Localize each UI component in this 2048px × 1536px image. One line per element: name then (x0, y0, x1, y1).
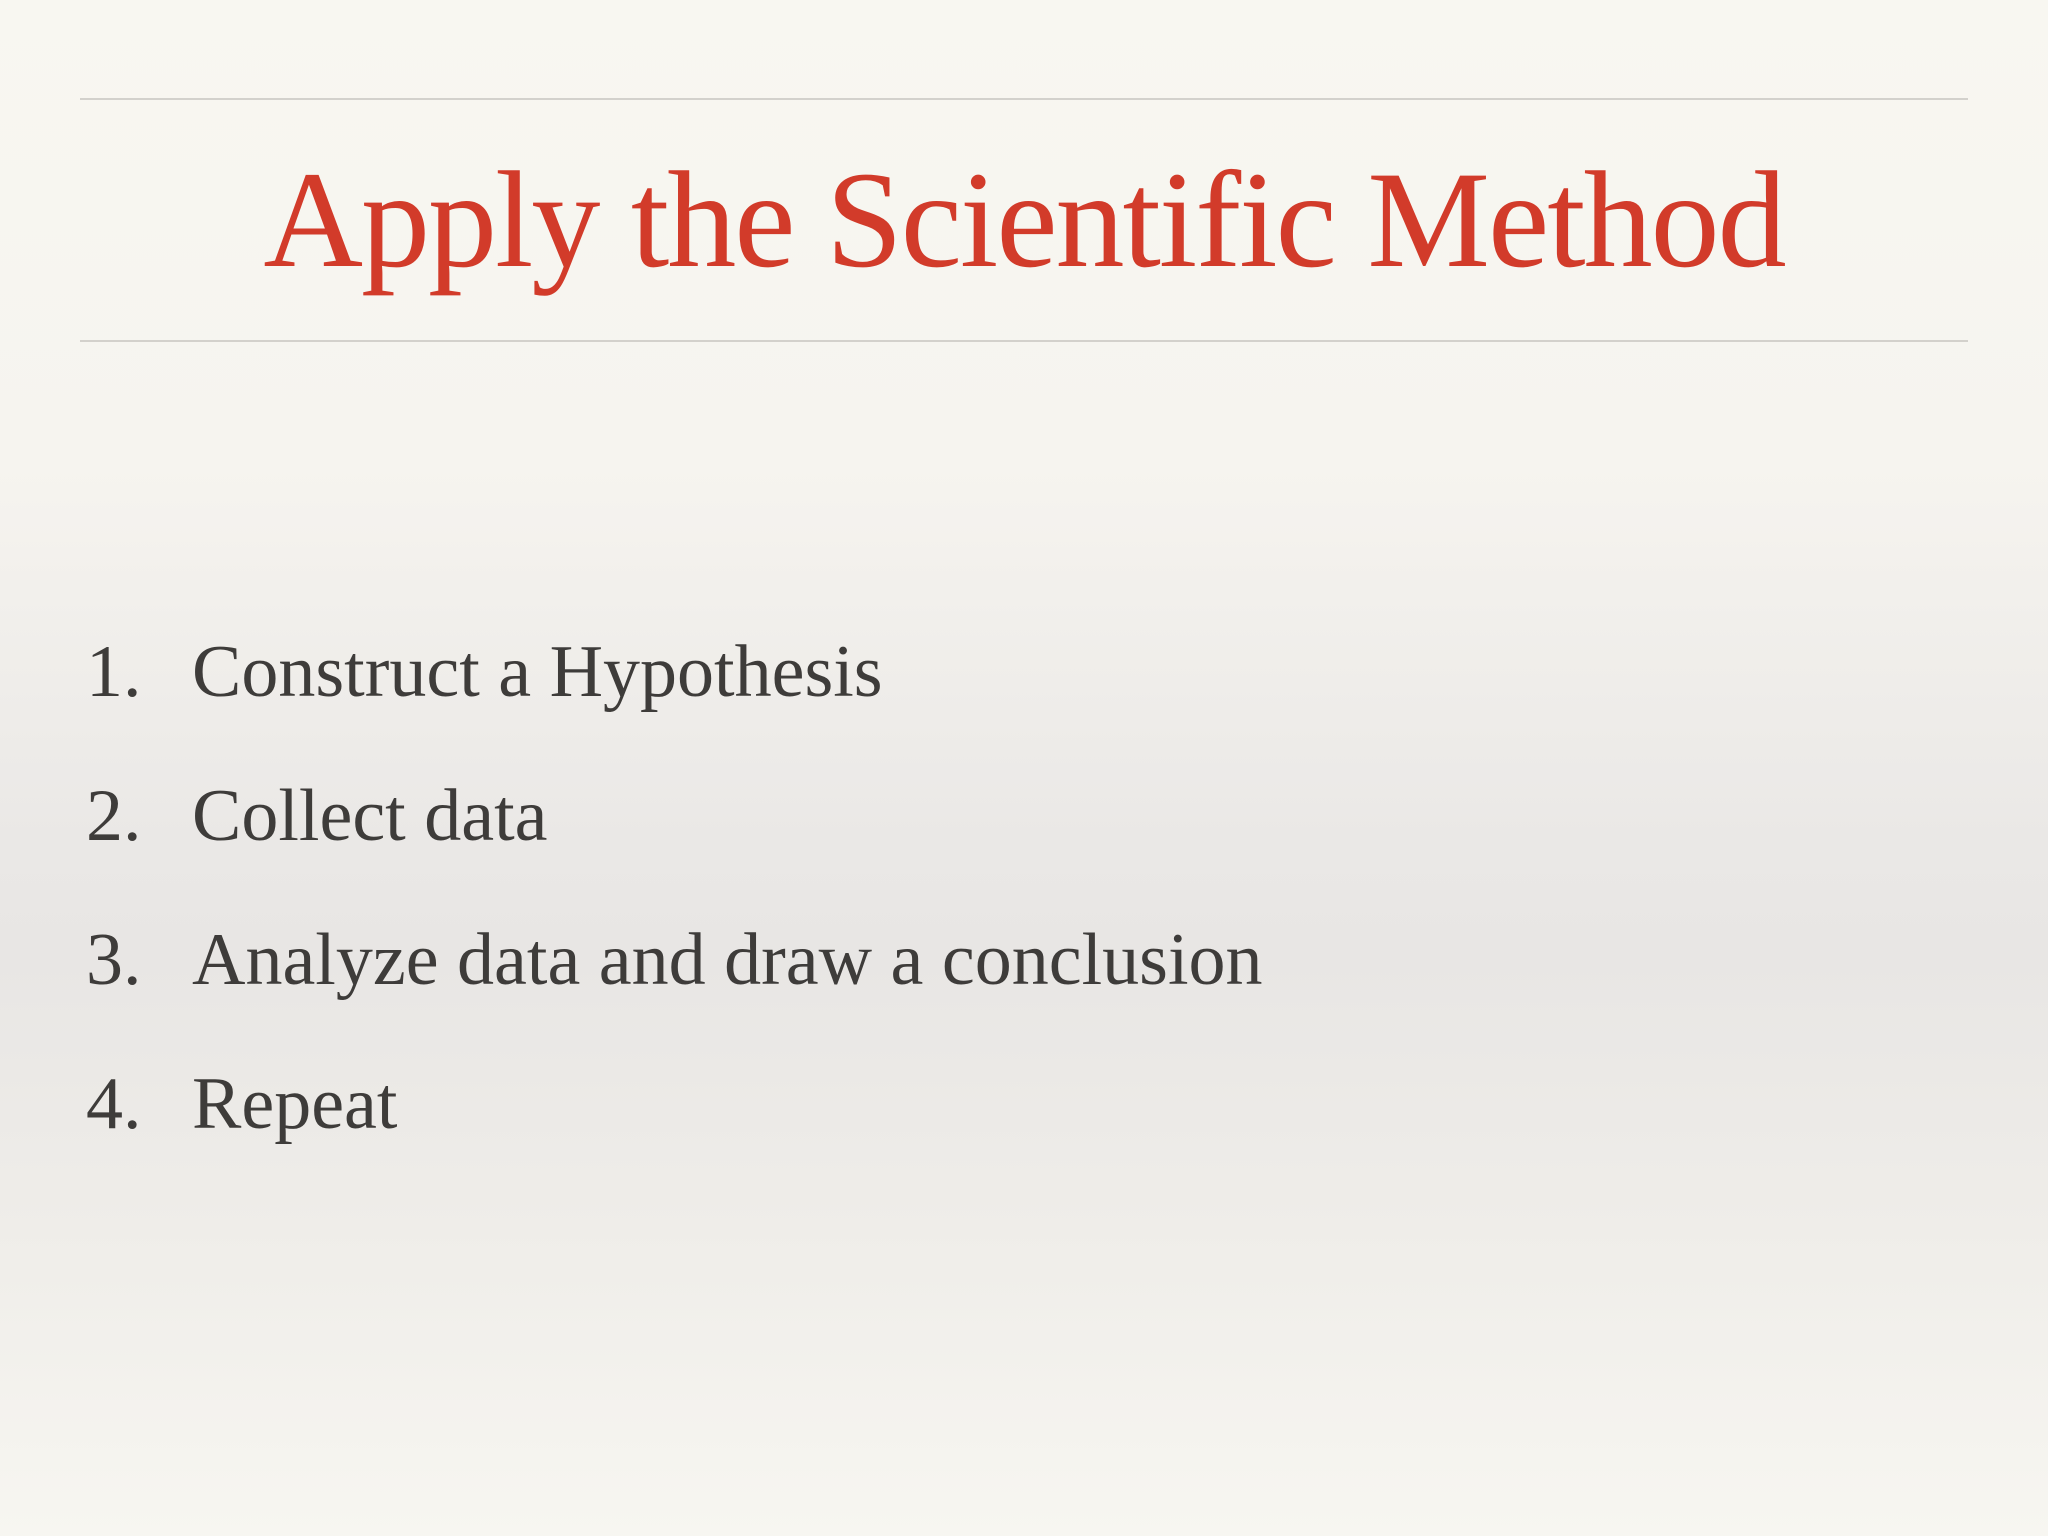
list-item-text: Construct a Hypothesis (192, 631, 883, 713)
slide-title: Apply the Scientific Method (263, 143, 1785, 296)
list-item-text: Analyze data and draw a conclusion (192, 919, 1263, 1001)
list-item-number: 3. (86, 919, 142, 1001)
steps-list (86, 630, 1263, 1206)
list-item (86, 774, 1263, 918)
list-item (86, 630, 1263, 774)
title-bottom-rule (80, 340, 1968, 342)
list-item-number: 4. (86, 1063, 142, 1145)
list-item-number: 2. (86, 775, 142, 857)
list-item-text: Repeat (192, 1063, 398, 1145)
list-item-number: 1. (86, 631, 142, 713)
list-item-text: Collect data (192, 775, 548, 857)
title-top-rule (80, 98, 1968, 100)
list-item (86, 1062, 1263, 1206)
list-item (86, 918, 1263, 1062)
